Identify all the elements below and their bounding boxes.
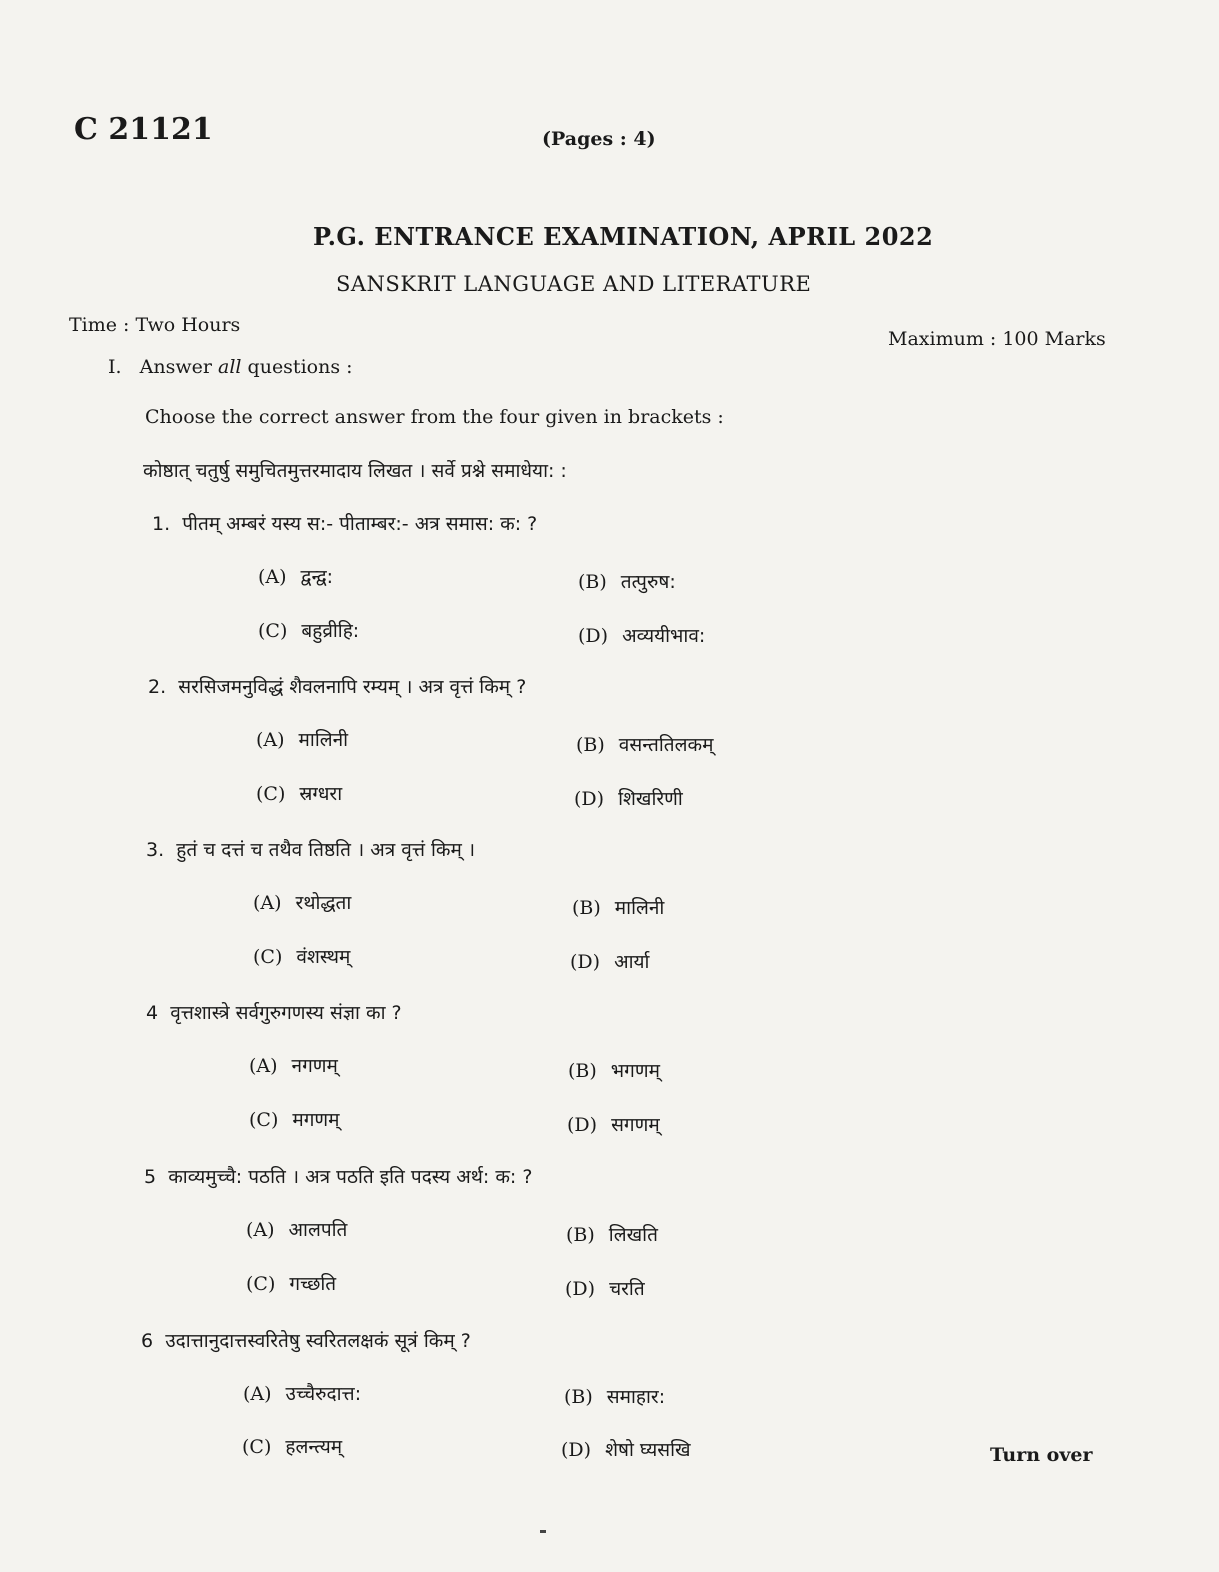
option-text: मगणम्	[292, 1109, 340, 1131]
option-text: द्वन्द्व:	[300, 566, 334, 588]
question-text: पीतम् अम्बरं यस्य स:- पीताम्बर:- अत्र समास: क: ?	[182, 513, 538, 535]
question-number: 1.	[152, 513, 171, 535]
option-label: (C)	[249, 1109, 279, 1131]
answer-prefix: Answer	[139, 356, 219, 378]
option-label: (D)	[574, 788, 605, 810]
option-d	[567, 1111, 660, 1137]
question-stem	[141, 1327, 471, 1353]
option-text: शिखरिणी	[618, 788, 683, 810]
paper-code: C 21121	[74, 112, 213, 147]
instruction-sanskrit: कोष्ठात् चतुर्षु समुचितमुत्तरमादाय लिखत । सर्वे प्रश्ने समाधेया: :	[143, 460, 567, 482]
option-label: (C)	[258, 620, 288, 642]
option-text: तत्पुरुष:	[620, 571, 676, 593]
option-text: आलपति	[288, 1219, 348, 1241]
question-stem	[152, 510, 537, 536]
question-number: 6	[141, 1330, 154, 1352]
option-label: (D)	[578, 625, 609, 647]
option-label: (B)	[566, 1224, 595, 1246]
option-c	[253, 943, 350, 969]
option-text: चरति	[609, 1278, 645, 1300]
question-text: सरसिजमनुविद्धं शैवलनापि रम्यम् । अत्र वृत्तं किम् ?	[178, 676, 527, 698]
question-text: हुतं च दत्तं च तथैव तिष्ठति । अत्र वृत्तं किम् ।	[176, 839, 476, 861]
option-text: लिखति	[608, 1224, 658, 1246]
maximum-marks: Maximum : 100 Marks	[888, 328, 1106, 350]
option-label: (C)	[246, 1273, 276, 1295]
option-label: (B)	[576, 734, 605, 756]
option-label: (D)	[570, 951, 601, 973]
option-c	[249, 1106, 340, 1132]
instruction-english: Choose the correct answer from the four given in brackets :	[145, 406, 724, 428]
option-text: मालिनी	[614, 897, 665, 919]
question-number: 2.	[148, 676, 167, 698]
option-label: (D)	[567, 1114, 598, 1136]
option-c	[242, 1433, 342, 1459]
option-a	[246, 1216, 347, 1242]
option-d	[574, 785, 683, 811]
option-text: रथोद्धता	[295, 892, 352, 914]
option-b	[566, 1221, 658, 1247]
option-text: बहुव्रीहि:	[301, 620, 360, 642]
option-text: समाहार:	[606, 1386, 666, 1408]
section-number: I.	[108, 356, 122, 378]
option-text: वसन्ततिलकम्	[618, 734, 714, 756]
option-label: (B)	[568, 1060, 597, 1082]
question-stem	[144, 1163, 532, 1189]
option-d	[565, 1275, 645, 1301]
option-text: उच्चैरुदात्त:	[285, 1383, 362, 1405]
option-text: वंशस्थम्	[296, 946, 351, 968]
option-label: (B)	[564, 1386, 593, 1408]
option-text: नगणम्	[291, 1055, 338, 1077]
question-number: 3.	[146, 839, 165, 861]
time-allowed: Time : Two Hours	[69, 314, 241, 336]
question-number: 4	[146, 1002, 159, 1024]
scan-speck	[540, 1530, 546, 1533]
option-label: (D)	[565, 1278, 596, 1300]
option-label: (A)	[258, 566, 287, 588]
question-text: वृत्तशास्त्रे सर्वगुरुगणस्य संज्ञा का ?	[170, 1002, 402, 1024]
option-label: (C)	[242, 1436, 272, 1458]
option-text: हलन्त्यम्	[285, 1436, 343, 1458]
option-text: मालिनी	[298, 729, 349, 751]
exam-subject: SANSKRIT LANGUAGE AND LITERATURE	[336, 272, 812, 296]
section-heading	[108, 356, 353, 378]
option-a	[258, 563, 333, 589]
answer-emphasis: all	[218, 356, 242, 378]
option-a	[253, 889, 351, 915]
answer-suffix: questions :	[241, 356, 353, 378]
option-d	[561, 1436, 691, 1462]
option-d	[570, 948, 649, 974]
option-c	[246, 1270, 336, 1296]
option-b	[564, 1383, 665, 1409]
option-text: भगणम्	[610, 1060, 660, 1082]
option-c	[258, 617, 359, 643]
question-stem	[146, 836, 475, 862]
option-text: सगणम्	[611, 1114, 660, 1136]
option-text: अव्ययीभाव:	[622, 625, 706, 647]
option-b	[576, 731, 713, 757]
option-a	[249, 1052, 338, 1078]
option-label: (A)	[243, 1383, 272, 1405]
option-text: आर्या	[614, 951, 650, 973]
option-c	[256, 780, 342, 806]
option-label: (A)	[253, 892, 282, 914]
option-text: स्रग्धरा	[299, 783, 343, 805]
page-count: (Pages : 4)	[542, 128, 656, 150]
question-stem	[146, 999, 402, 1025]
option-label: (B)	[572, 897, 601, 919]
option-label: (C)	[253, 946, 283, 968]
option-b	[568, 1057, 660, 1083]
question-text: काव्यमुच्चै: पठति । अत्र पठति इति पदस्य अर्थ: क: ?	[168, 1166, 533, 1188]
question-stem	[148, 673, 526, 699]
turn-over-note: Turn over	[990, 1444, 1093, 1466]
option-label: (A)	[246, 1219, 275, 1241]
option-label: (B)	[578, 571, 607, 593]
option-text: गच्छति	[289, 1273, 337, 1295]
option-label: (A)	[249, 1055, 278, 1077]
option-a	[243, 1380, 361, 1406]
option-a	[256, 726, 348, 752]
question-number: 5	[144, 1166, 157, 1188]
exam-title: P.G. ENTRANCE EXAMINATION, APRIL 2022	[313, 222, 934, 251]
question-text: उदात्तानुदात्तस्वरितेषु स्वरितलक्षकं सूत्रं किम् ?	[165, 1330, 471, 1352]
option-label: (D)	[561, 1439, 592, 1461]
option-text: शेषो घ्यसखि	[605, 1439, 691, 1461]
option-label: (C)	[256, 783, 286, 805]
option-b	[578, 568, 676, 594]
option-b	[572, 894, 664, 920]
option-d	[578, 622, 705, 648]
option-label: (A)	[256, 729, 285, 751]
